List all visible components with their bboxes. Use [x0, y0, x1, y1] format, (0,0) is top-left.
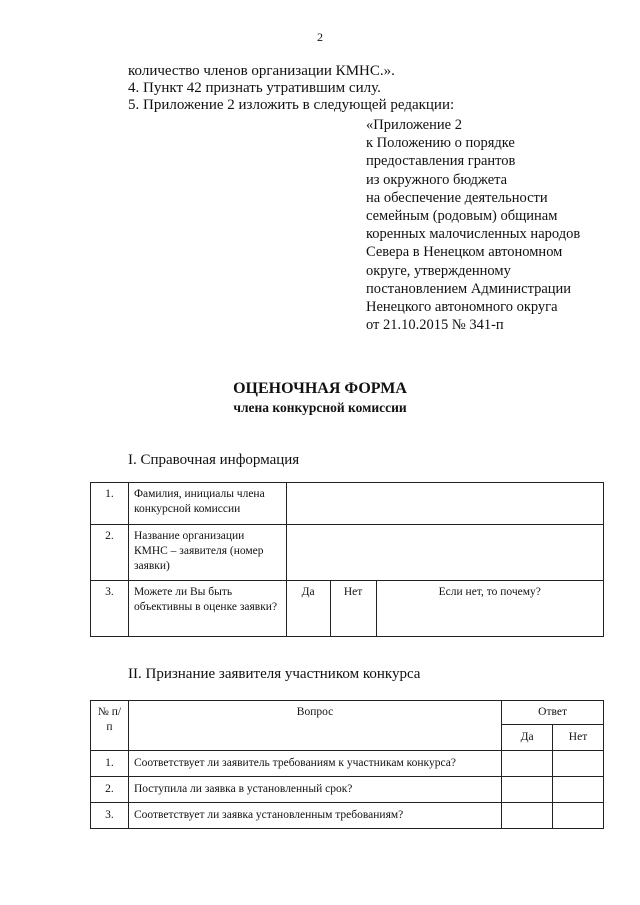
answer-cell[interactable]: [286, 525, 603, 581]
row-number: 3.: [91, 803, 129, 829]
row-number: 3.: [91, 581, 129, 637]
row-number: 1.: [91, 483, 129, 525]
row-number: 2.: [91, 525, 129, 581]
appendix-line: постановлением Администрации: [366, 280, 572, 297]
header-no: Нет: [553, 725, 604, 751]
appendix-line: округе, утвержденному: [366, 262, 511, 279]
row-question: Соответствует ли заявка установленным требованиям?: [128, 803, 501, 829]
yes-cell[interactable]: [502, 803, 553, 829]
table-header-row: [91, 701, 604, 725]
appendix-line: «Приложение 2: [366, 117, 462, 133]
section-1-heading: I. Справочная информация: [128, 452, 300, 468]
table-row: [91, 751, 604, 777]
appendix-line: на обеспечение деятельности: [366, 189, 548, 206]
table-row: [91, 483, 604, 525]
header-answer: Ответ: [502, 701, 604, 725]
row-question: Поступила ли заявка в установленный срок?: [128, 777, 501, 803]
appendix-line: к Положению о порядке: [366, 135, 515, 152]
row-label: Название организации КМНС – заявителя (номер заявки): [128, 525, 286, 581]
reference-info-table: [90, 482, 604, 637]
no-cell[interactable]: [553, 777, 604, 803]
reason-cell[interactable]: Если нет, то почему?: [376, 581, 603, 637]
header-number: № п/п: [91, 701, 129, 751]
yes-cell[interactable]: [502, 751, 553, 777]
table-row: [91, 803, 604, 829]
page-number: 2: [317, 30, 323, 44]
table-row: [91, 525, 604, 581]
intro-line-3: 5. Приложение 2 изложить в следующей редакции:: [128, 97, 455, 113]
table-row: [91, 777, 604, 803]
appendix-reference: [366, 116, 580, 334]
appendix-line: предоставления грантов: [366, 153, 516, 170]
appendix-line: коренных малочисленных народов: [366, 226, 581, 243]
header-question: Вопрос: [128, 701, 501, 751]
no-option[interactable]: Нет: [330, 581, 376, 637]
appendix-line: Ненецкого автономного округа: [366, 298, 558, 315]
yes-cell[interactable]: [502, 777, 553, 803]
participant-recognition-table: [90, 700, 604, 829]
answer-cell[interactable]: [286, 483, 603, 525]
no-cell[interactable]: [553, 803, 604, 829]
section-2-heading: II. Признание заявителя участником конкурса: [128, 666, 421, 682]
row-number: 1.: [91, 751, 129, 777]
appendix-line: семейным (родовым) общинам: [366, 207, 558, 224]
form-title: ОЦЕНОЧНАЯ ФОРМА: [233, 380, 407, 397]
form-subtitle: члена конкурсной комиссии: [233, 400, 407, 415]
appendix-line: от 21.10.2015 № 341-п: [366, 317, 504, 334]
table-row: [91, 581, 604, 637]
yes-option[interactable]: Да: [286, 581, 330, 637]
row-label: Фамилия, инициалы члена конкурсной комиссии: [128, 483, 286, 525]
no-cell[interactable]: [553, 751, 604, 777]
row-question: Соответствует ли заявитель требованиям к участникам конкурса?: [128, 751, 501, 777]
intro-line-2: 4. Пункт 42 признать утратившим силу.: [128, 80, 381, 96]
header-yes: Да: [502, 725, 553, 751]
appendix-line: из окружного бюджета: [366, 171, 508, 188]
appendix-line: Севера в Ненецком автономном: [366, 244, 563, 261]
row-label: Можете ли Вы быть объективны в оценке заявки?: [128, 581, 286, 637]
row-number: 2.: [91, 777, 129, 803]
intro-line-1: количество членов организации КМНС.».: [128, 63, 395, 79]
